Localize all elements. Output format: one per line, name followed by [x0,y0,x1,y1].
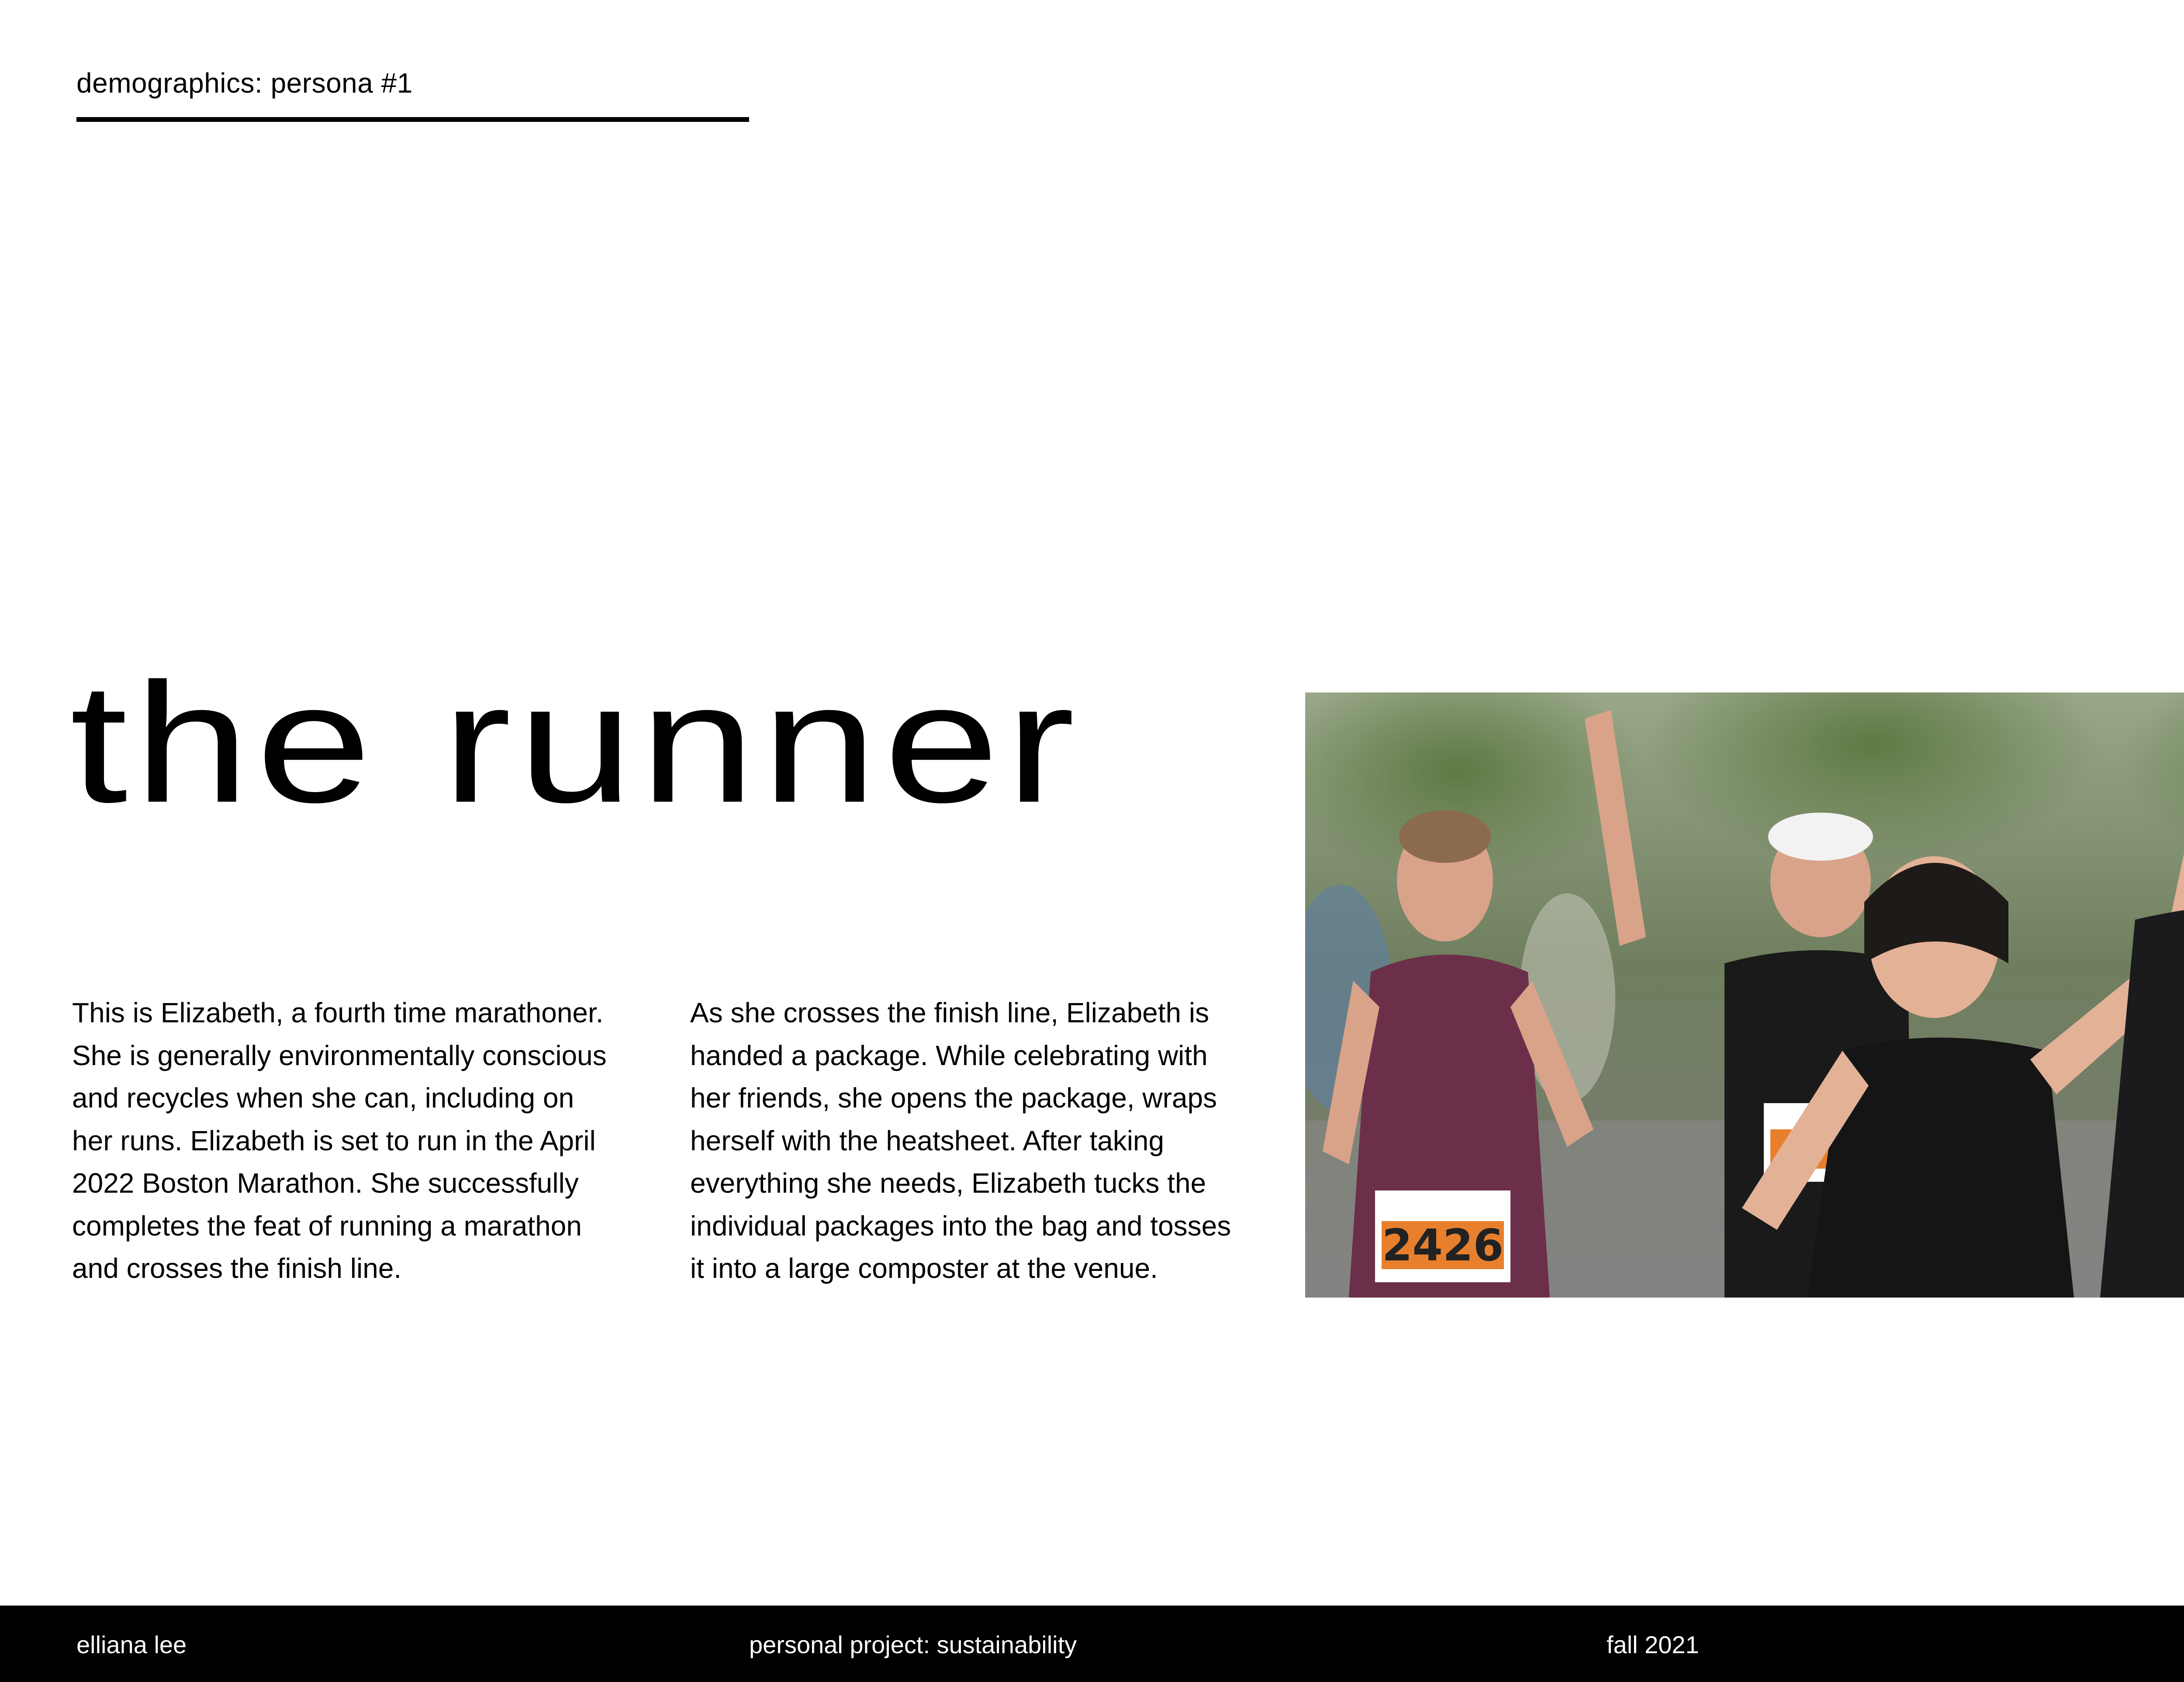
page-title: the runner [70,647,1082,838]
footer-author: elliana lee [76,1631,187,1658]
svg-text:2426: 2426 [1382,1220,1504,1271]
section-divider [76,117,749,122]
marathon-runners-photo [1305,692,2184,1298]
section-label: demographics: persona #1 [76,67,413,99]
footer-term: fall 2021 [1607,1631,1699,1658]
persona-intro-text: This is Elizabeth, a fourth time marathoner. She is generally environmentally conscious and recycles when she can, including on her runs. Elizabeth is set to run in the April 2022 Boston Marathon. She successfully completes the feat of running a marathon and crosses the finish line. [72,997,607,1284]
persona-scenario-text: As she crosses the finish line, Elizabeth is handed a package. While celebrating with her friends, she opens the package, wraps herself with the heatsheet. After taking everything she needs, Elizabeth tucks the individual packages into the bag and tosses it into a large composter at the venue. [690,997,1231,1284]
footer-project: personal project: sustainability [749,1631,1077,1658]
footer-bar [0,1606,2184,1682]
